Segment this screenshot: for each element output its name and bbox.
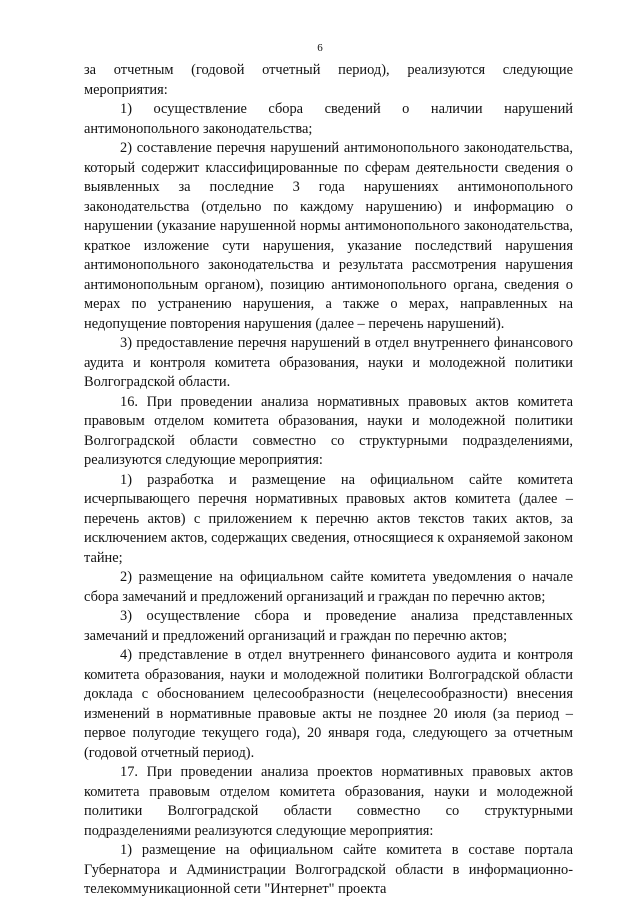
clause-16: 16. При проведении анализа нормативных правовых актов комитета правовым отделом комитета образования, науки и молодежной политики Волгоградской области совместно со структурными подразделениями, реализуются следующие мероприятия:: [84, 393, 573, 468]
page-number: 6: [317, 42, 323, 54]
list-item-collect-violations: 1) осуществление сбора сведений о наличии нарушений антимонопольного законодательства;: [84, 101, 573, 137]
list-item-publish-acts: 1) разработка и размещение на официальном сайте комитета исчерпывающего перечня нормативных правовых актов комитета (далее – перечень актов) с приложением к перечню актов текстов таких актов, за исключением актов, содержащих сведения, относящиеся к охраняемой законом тайне;: [84, 471, 573, 566]
paragraph-continuation: за отчетным (годовой отчетный период), реализуются следующие мероприятия:: [84, 62, 573, 98]
list-item-violations-list: 2) составление перечня нарушений антимонопольного законодательства, который содержит классифицированные по сферам деятельности сведения о выявленных за последние 3 года нарушениях антимонопольного законодательства (отдельно по каждому нарушению) и информацию о нарушении (указание нарушенной нормы антимонопольного законодательства, краткое изложение сути нарушения, указание последствий нарушения антимонопольного законодательства и результата рассмотрения нарушения антимонопольным органом), позицию антимонопольного органа, сведения о мерах по устранению нарушения, а также о мерах, направленных на недопущение повторения нарушения (далее – перечень нарушений).: [84, 140, 573, 332]
list-item-publish-draft: 1) размещение на официальном сайте комитета в составе портала Губернатора и Администрации Волгоградской области в информационно-телекоммуникационной сети "Интернет" проекта: [84, 842, 573, 897]
list-item-submit-violations: 3) предоставление перечня нарушений в отдел внутреннего финансового аудита и контроля комитета образования, науки и молодежной политики Волгоградской области.: [84, 335, 573, 390]
list-item-collect-comments: 3) осуществление сбора и проведение анализа представленных замечаний и предложений организаций и граждан по перечню актов;: [84, 608, 573, 644]
document-body: [84, 61, 573, 900]
list-item-report: 4) представление в отдел внутреннего финансового аудита и контроля комитета образования, науки и молодежной политики Волгоградской области доклада с обоснованием целесообразности (нецелесообразности) внесения изменений в нормативные правовые акты не позднее 20 июля (за период – первое полугодие текущего года), 20 января года, следующего за отчетным (годовой отчетный период).: [84, 647, 573, 761]
clause-17: 17. При проведении анализа проектов нормативных правовых актов комитета правовым отделом комитета образования, науки и молодежной политики Волгоградской области совместно со структурными подразделениями реализуются следующие мероприятия:: [84, 764, 573, 839]
list-item-notification: 2) размещение на официальном сайте комитета уведомления о начале сбора замечаний и предложений организаций и граждан по перечню актов;: [84, 569, 573, 605]
